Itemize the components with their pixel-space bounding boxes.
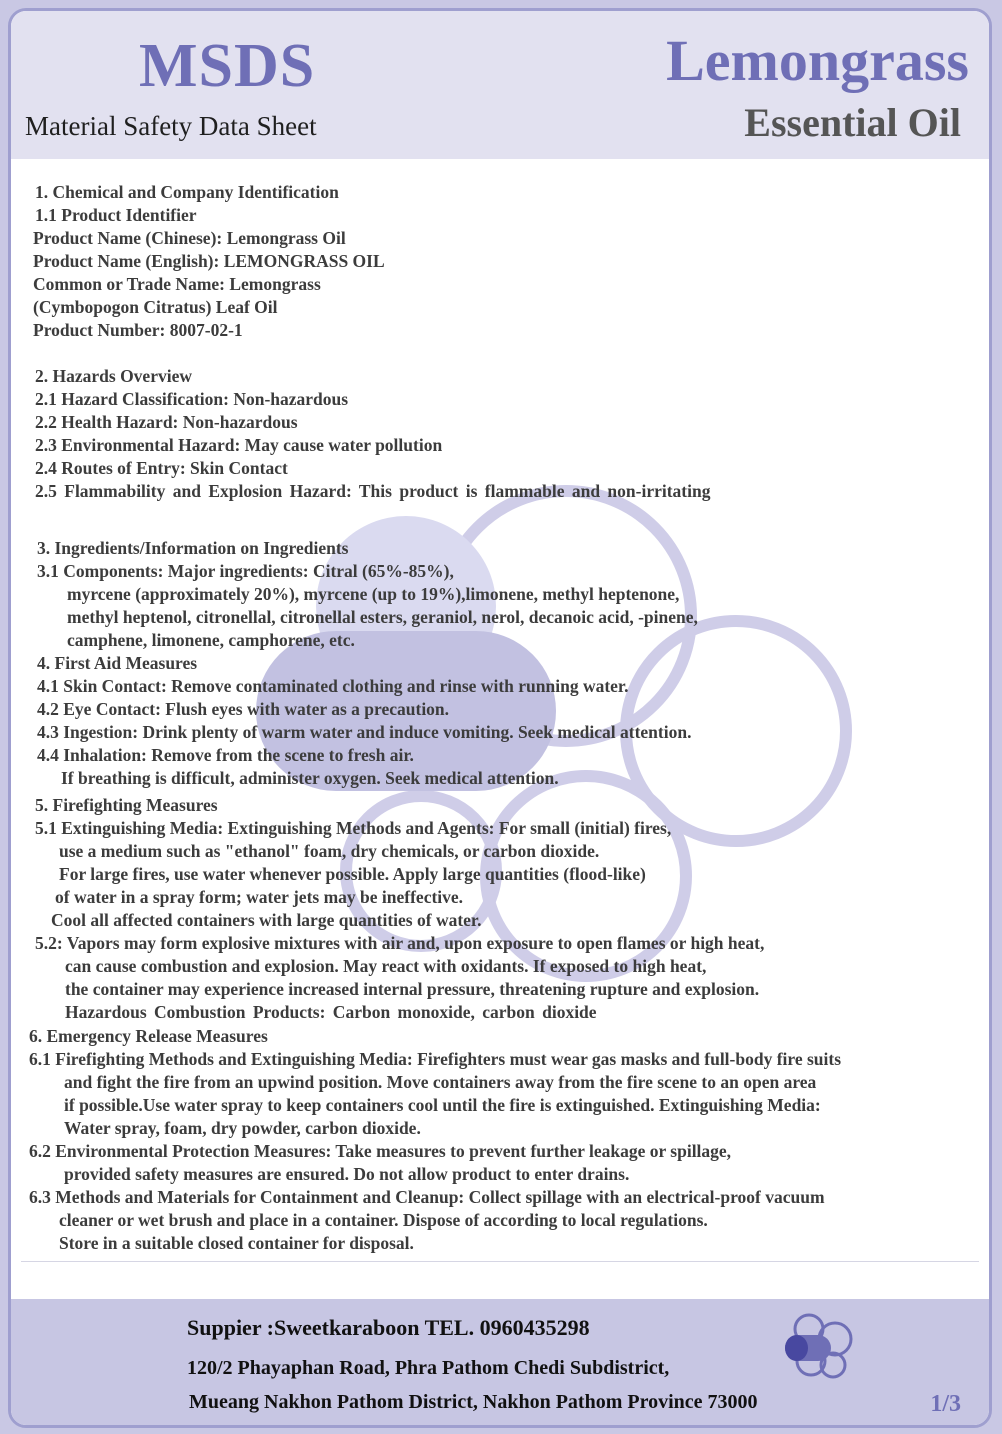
text-line: camphene, limonene, camphorene, etc. [67, 630, 355, 650]
text-line: 5.1 Extinguishing Media: Extinguishing Methods and Agents: For small (initial) fires, [35, 818, 672, 838]
text-line: 5.2: Vapors may form explosive mixtures with air and, upon exposure to open flames or high heat, [35, 933, 765, 953]
document-page [8, 8, 992, 1428]
address-line-1: 120/2 Phayaphan Road, Phra Pathom Chedi Subdistrict, [187, 1357, 670, 1379]
text-line: 2.3 Environmental Hazard: May cause water pollution [35, 435, 443, 455]
product-subtitle: Essential Oil [744, 100, 961, 145]
text-line: cleaner or wet brush and place in a container. Dispose of according to local regulations. [59, 1210, 708, 1230]
msds-subtitle: Material Safety Data Sheet [25, 111, 317, 141]
text-line: 2.5 Flammability and Explosion Hazard: This product is flammable and non-irritating [35, 481, 711, 501]
text-line: and fight the fire from an upwind position. Move containers away from the fire scene to an open area [64, 1072, 817, 1092]
text-line: the container may experience increased internal pressure, threatening rupture and explosion. [65, 979, 760, 999]
text-line: Cool all affected containers with large quantities of water. [51, 910, 482, 930]
section-heading: 1. Chemical and Company Identification [35, 182, 339, 202]
text-line: 6.3 Methods and Materials for Containment and Cleanup: Collect spillage with an electrical-proof vacuum [29, 1187, 825, 1207]
text-line: of water in a spray form; water jets may be ineffective. [55, 887, 464, 907]
text-line: 2.1 Hazard Classification: Non-hazardous [35, 389, 349, 409]
text-line: Store in a suitable closed container for disposal. [59, 1233, 414, 1253]
section-heading: 2. Hazards Overview [35, 366, 192, 386]
text-line: use a medium such as "ethanol" foam, dry chemicals, or carbon dioxide. [59, 841, 600, 861]
text-line: If breathing is difficult, administer oxygen. Seek medical attention. [61, 768, 559, 788]
text-line: Product Name (Chinese): Lemongrass Oil [33, 228, 346, 248]
brand-logo-icon [771, 1309, 861, 1389]
footer-band [11, 1299, 989, 1428]
text-line: 4.4 Inhalation: Remove from the scene to fresh air. [37, 745, 414, 765]
address-line-2: Mueang Nakhon Pathom District, Nakhon Pathom Province 73000 [189, 1391, 758, 1413]
text-line: Common or Trade Name: Lemongrass [33, 274, 321, 294]
text-line: Product Name (English): LEMONGRASS OIL [33, 251, 385, 271]
text-line: 4.2 Eye Contact: Flush eyes with water as a precaution. [37, 699, 450, 719]
section-heading: 4. First Aid Measures [37, 653, 198, 673]
text-line: 6.1 Firefighting Methods and Extinguishing Media: Firefighters must wear gas masks and full-body fire suits [29, 1049, 842, 1069]
text-line: 2.2 Health Hazard: Non-hazardous [35, 412, 298, 432]
text-line: 1.1 Product Identifier [35, 205, 197, 225]
text-line: can cause combustion and explosion. May react with oxidants. If exposed to high heat, [65, 956, 707, 976]
supplier-info: Suppier :Sweetkaraboon TEL. 0960435298 [187, 1315, 590, 1340]
text-line: (Cymbopogon Citratus) Leaf Oil [33, 297, 278, 317]
text-line: For large fires, use water whenever possible. Apply large quantities (flood-like) [59, 864, 646, 884]
text-line: 6.2 Environmental Protection Measures: Take measures to prevent further leakage or spillage, [29, 1141, 732, 1161]
text-line: Product Number: 8007-02-1 [33, 320, 243, 340]
text-line: if possible.Use water spray to keep containers cool until the fire is extinguished. Extinguishing Media: [64, 1095, 821, 1115]
text-line: methyl heptenol, citronellal, citronellal esters, geraniol, nerol, decanoic acid, -pinene, [67, 607, 698, 627]
msds-title: MSDS [139, 32, 316, 100]
text-line: 4.1 Skin Contact: Remove contaminated clothing and rinse with running water. [37, 676, 629, 696]
text-line: myrcene (approximately 20%), myrcene (up to 19%),limonene, methyl heptenone, [67, 584, 680, 604]
text-line: Hazardous Combustion Products: Carbon monoxide, carbon dioxide [65, 1002, 597, 1022]
section-heading: 3. Ingredients/Information on Ingredients [37, 538, 349, 558]
text-line: provided safety measures are ensured. Do not allow product to enter drains. [64, 1164, 630, 1184]
text-line: 4.3 Ingestion: Drink plenty of warm water and induce vomiting. Seek medical attention. [37, 722, 692, 742]
divider [21, 1261, 979, 1262]
page-number: 1/3 [930, 1391, 961, 1417]
product-title: Lemongrass [666, 28, 969, 93]
text-line: Water spray, foam, dry powder, carbon dioxide. [64, 1118, 421, 1138]
text-line: 3.1 Components: Major ingredients: Citral (65%-85%), [37, 561, 454, 581]
text-line: 2.4 Routes of Entry: Skin Contact [35, 458, 288, 478]
section-heading: 6. Emergency Release Measures [29, 1026, 268, 1046]
section-heading: 5. Firefighting Measures [35, 795, 218, 815]
